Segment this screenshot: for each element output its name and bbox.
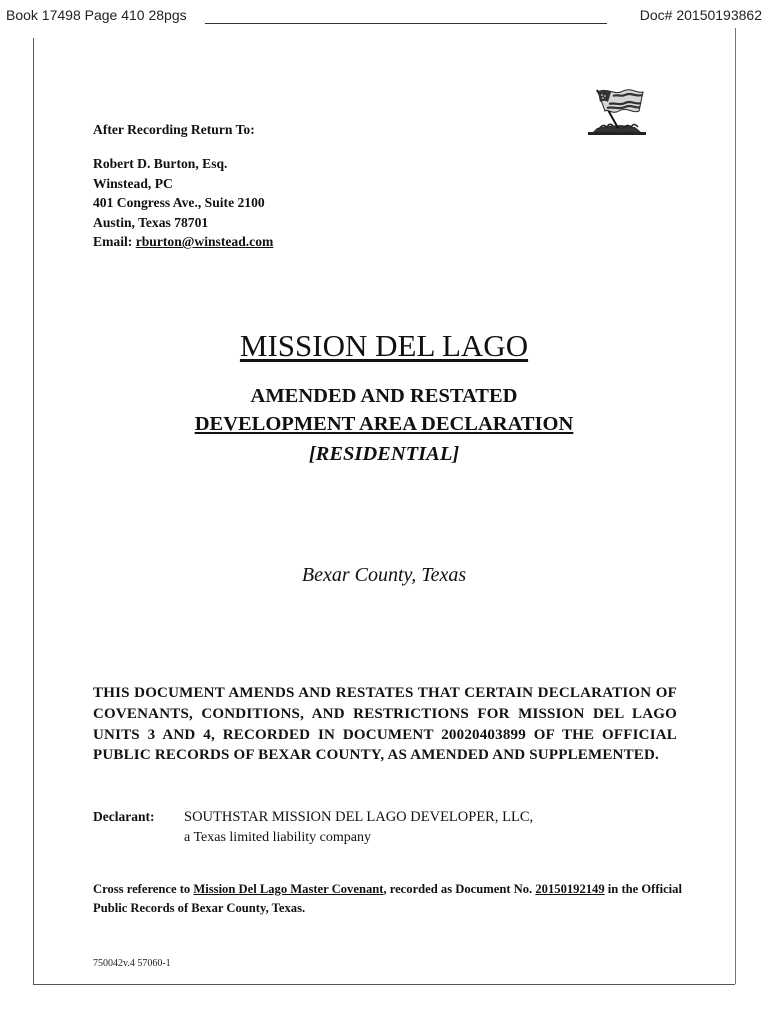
subtitle-line-2-text: DEVELOPMENT AREA DECLARATION xyxy=(194,413,574,435)
book-page-stamp: Book 17498 Page 410 28pgs xyxy=(6,7,187,23)
xref-document-number[interactable]: 20150192149 xyxy=(535,882,605,896)
return-firm: Winstead, PC xyxy=(93,175,173,191)
subtitle-line-2 xyxy=(0,413,768,436)
return-email-line xyxy=(93,232,273,252)
stamp-divider xyxy=(205,23,607,24)
return-street: 401 Congress Ave., Suite 2100 xyxy=(93,195,265,210)
xref-middle: , recorded as Document No. xyxy=(383,882,533,896)
county-line: Bexar County, Texas xyxy=(301,564,467,586)
xref-prefix: Cross reference to xyxy=(93,882,191,896)
document-number-stamp: Doc# 20150193862 xyxy=(639,7,762,23)
declarant-description: a Texas limited liability company xyxy=(184,830,371,845)
xref-covenant-link[interactable]: Mission Del Lago Master Covenant xyxy=(193,882,384,896)
email-link[interactable]: rburton@winstead.com xyxy=(135,234,274,249)
document-title-text: MISSION DEL LAGO xyxy=(239,328,529,363)
return-city: Austin, Texas 78701 xyxy=(93,214,209,230)
xref-suffix: in the Official Public Records of Bexar County, Texas. xyxy=(93,882,682,915)
document-title xyxy=(0,328,768,364)
declarant-label: Declarant: xyxy=(93,809,155,824)
cross-reference xyxy=(93,880,683,918)
page-frame-left xyxy=(33,38,34,984)
subtitle-line-3: [RESIDENTIAL] xyxy=(308,443,460,465)
return-to-heading: After Recording Return To: xyxy=(93,122,255,137)
declarant-name: SOUTHSTAR MISSION DEL LAGO DEVELOPER, LLC, xyxy=(184,809,534,825)
return-name: Robert D. Burton, Esq. xyxy=(93,156,228,171)
footer-document-code: 750042v.4 57060-1 xyxy=(93,958,171,969)
flag-emblem-icon xyxy=(585,84,649,138)
page-frame-bottom xyxy=(33,984,735,985)
email-label: Email: xyxy=(93,234,133,249)
amendment-statement: THIS DOCUMENT AMENDS AND RESTATES THAT CERTAIN DECLARATION OF COVENANTS, CONDITIONS, AND RESTRICTIONS FOR MISSION DEL LAGO UNITS 3 AND 4, RECORDED IN DOCUMENT 20020403899 OF THE OFFICIAL PUBLIC RECORDS OF BEXAR COUNTY, AS AMENDED AND SUPPLEMENTED. xyxy=(93,685,677,764)
return-address xyxy=(93,154,273,252)
page-frame-right xyxy=(735,28,736,984)
subtitle-line-1: AMENDED AND RESTATED xyxy=(250,385,518,407)
